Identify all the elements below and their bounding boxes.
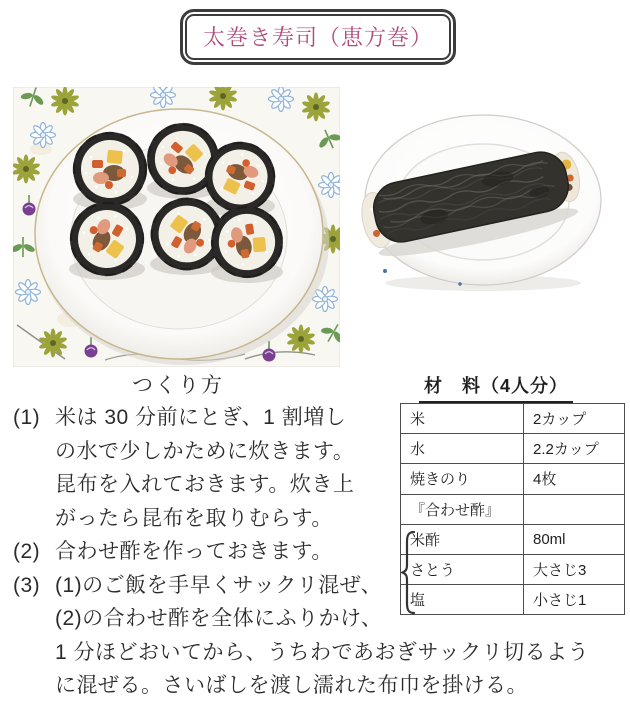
ingredients-table	[400, 403, 625, 615]
table-row	[401, 585, 625, 615]
step-number: (3)	[13, 573, 41, 597]
ingredient-name: 米	[401, 404, 524, 434]
instruction-line	[10, 669, 626, 703]
recipe-title-box	[180, 9, 456, 65]
table-row	[401, 464, 625, 494]
ingredient-name: 米酢	[401, 524, 524, 554]
group-brace	[401, 530, 417, 615]
ingredient-name: 塩	[401, 585, 524, 615]
ingredient-amount: 2カップ	[524, 404, 625, 434]
photo-sliced-rolls	[13, 87, 340, 367]
ingredient-amount: 80ml	[524, 524, 625, 554]
ingredient-amount: 2.2カップ	[524, 434, 625, 464]
table-row	[401, 494, 625, 524]
step-number: (1)	[13, 406, 41, 429]
ingredient-amount: 大さじ3	[524, 554, 625, 584]
step-text: に混ぜる。さいばしを渡し濡れた布巾を掛ける。	[55, 674, 528, 697]
ingredients-heading: 材 料（4人分）	[419, 372, 573, 403]
table-row	[401, 524, 625, 554]
photo-whole-roll	[355, 103, 610, 295]
step-text: 米は 30 分前にとぎ、1 割増し	[55, 406, 347, 429]
step-text: (2)の合わせ酢を全体にふりかけ、	[55, 607, 383, 630]
recipe-title: 太巻き寿司（恵方巻）	[203, 25, 434, 50]
table-row	[401, 404, 625, 434]
step-text: (1)のご飯を手早くサックリ混ぜ、	[55, 573, 383, 597]
ingredient-name: 『合わせ酢』	[401, 494, 524, 524]
ingredient-amount	[524, 494, 625, 524]
step-number: (2)	[13, 540, 41, 563]
ingredient-amount: 小さじ1	[524, 585, 625, 615]
ingredient-name: 焼きのり	[401, 464, 524, 494]
ingredient-name: さとう	[401, 554, 524, 584]
table-row	[401, 554, 625, 584]
instruction-line	[10, 636, 626, 670]
step-text: がったら昆布を取りむらす。	[55, 506, 333, 530]
howto-heading: つくり方	[132, 374, 224, 397]
step-text: 合わせ酢を作っておきます。	[55, 540, 333, 563]
step-text: 昆布を入れておきます。炊き上	[55, 473, 355, 496]
ingredient-amount: 4枚	[524, 464, 625, 494]
step-text: の水で少しかために炊きます。	[55, 439, 355, 463]
step-text: 1 分ほどおいてから、うちわであおぎサックリ切るよう	[55, 640, 590, 664]
ingredient-name: 水	[401, 434, 524, 464]
table-row	[401, 434, 625, 464]
